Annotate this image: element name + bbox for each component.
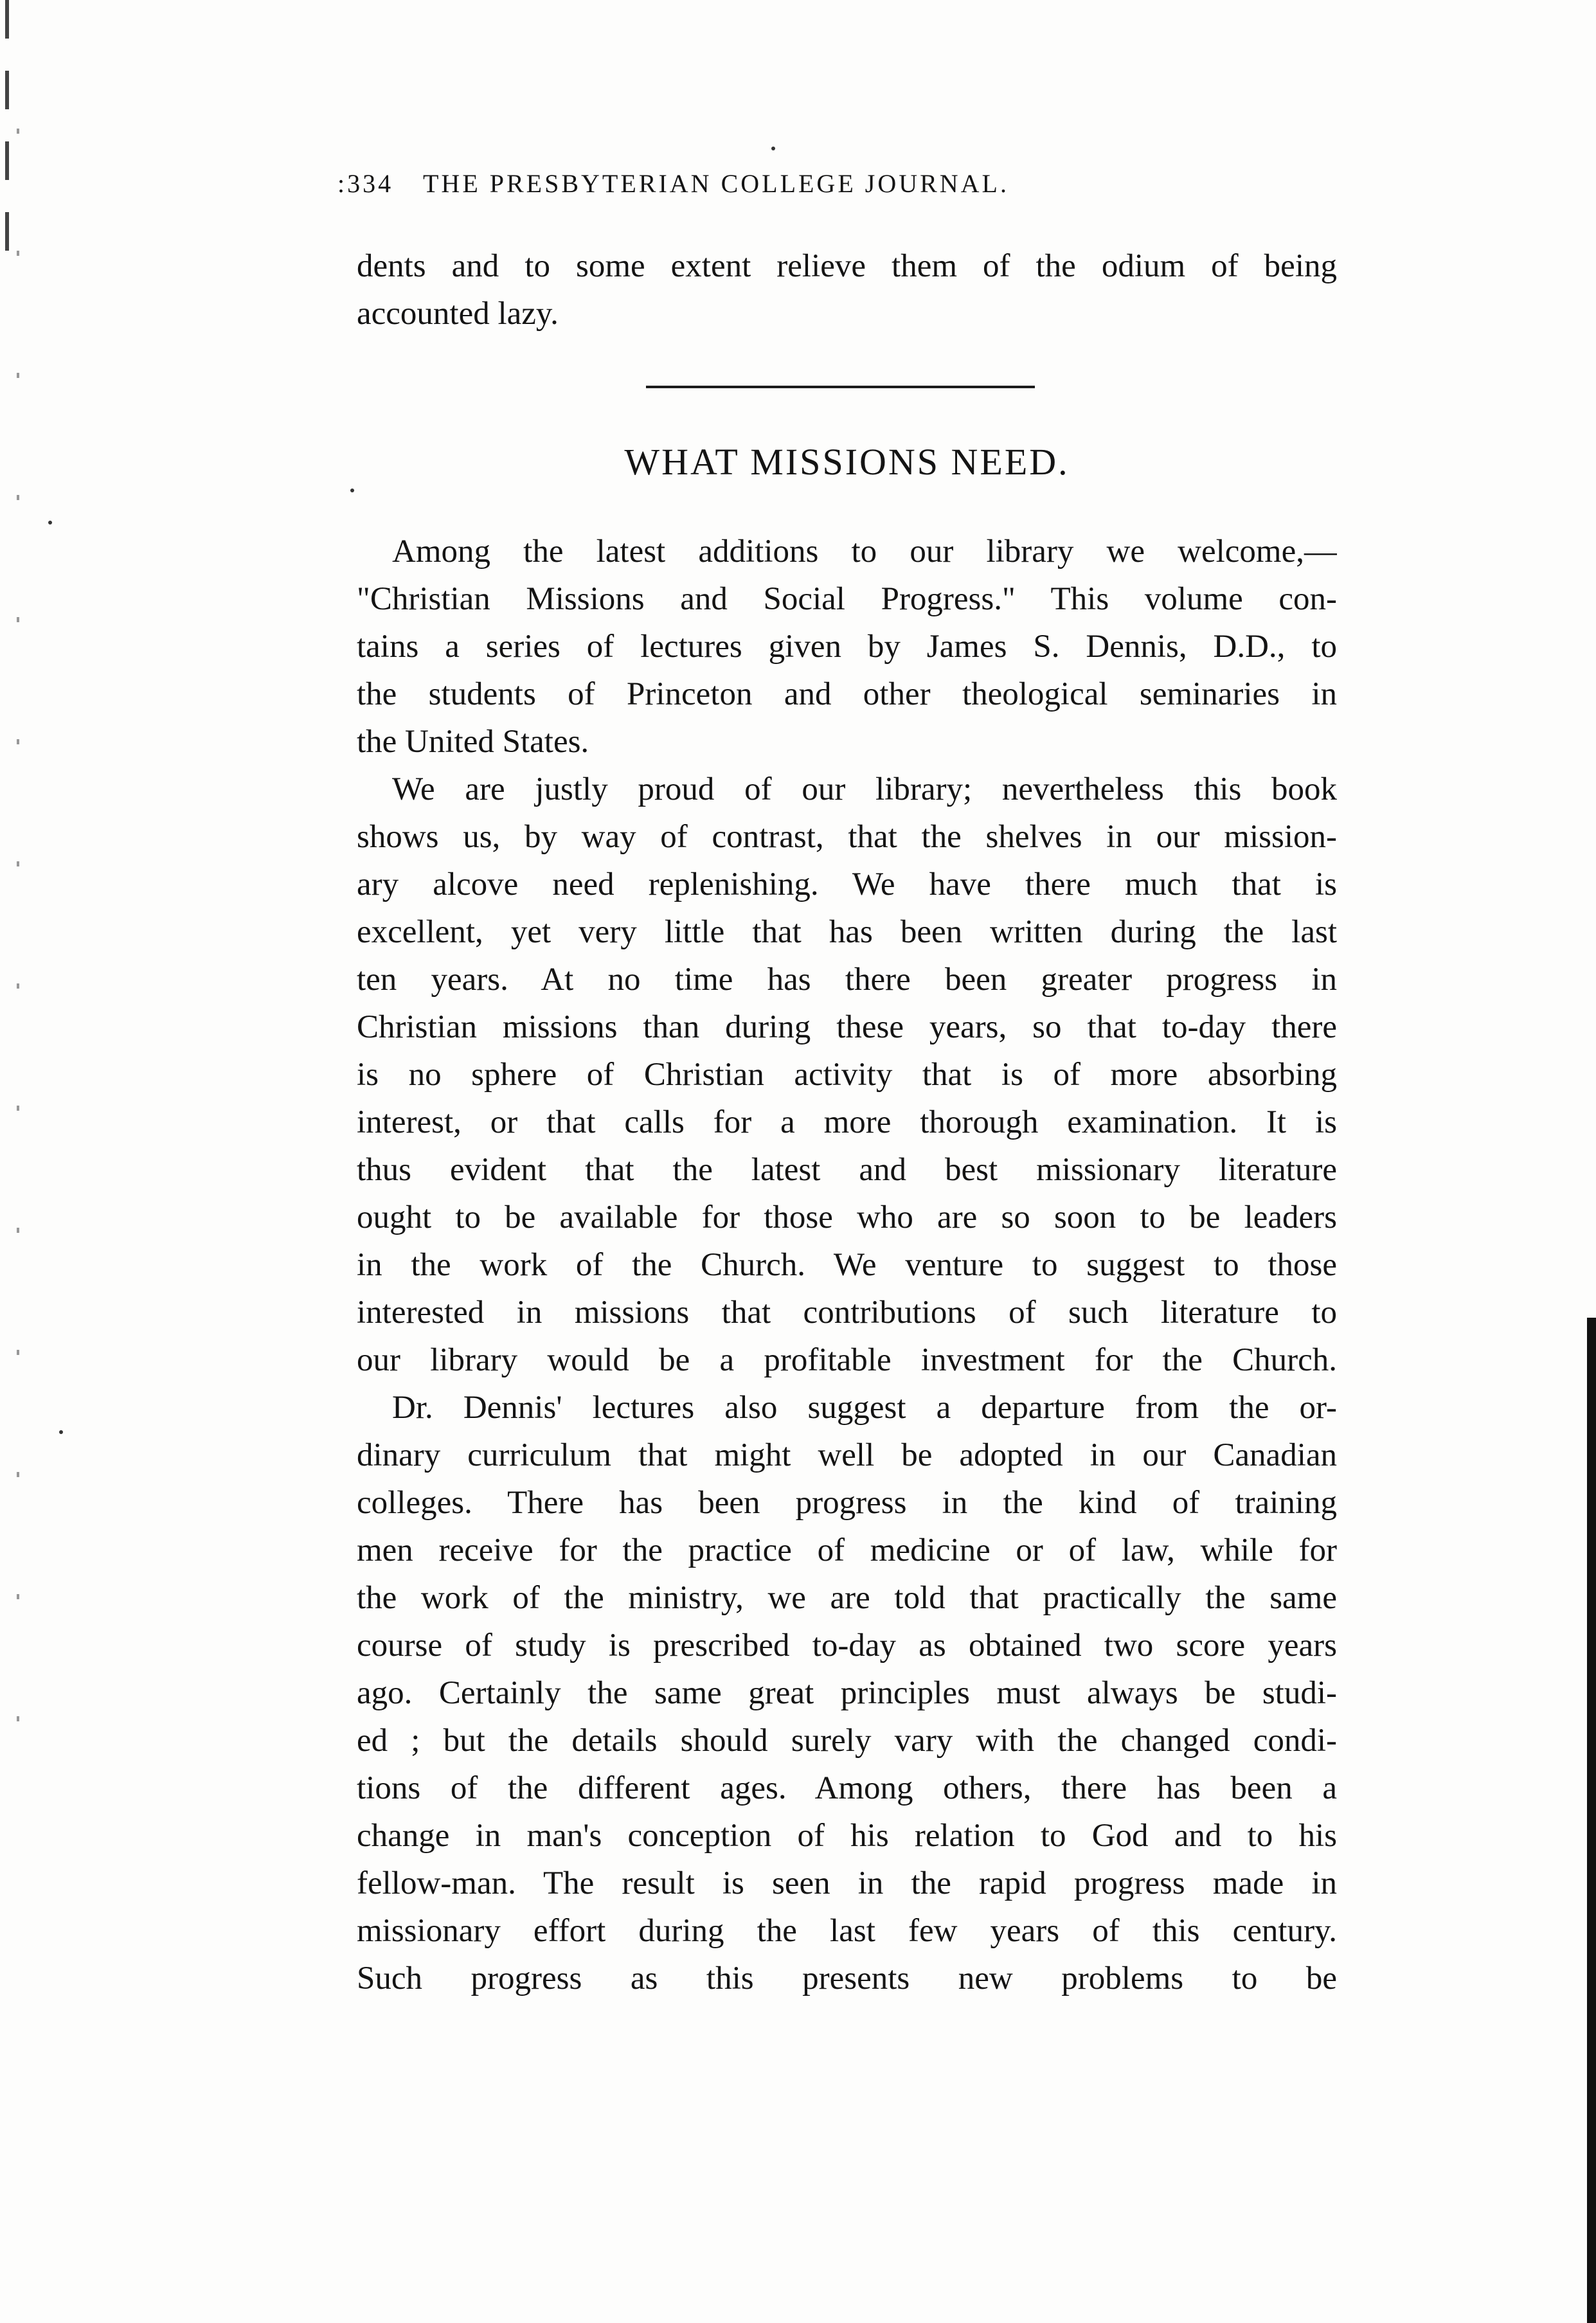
paragraph-line: our library would be a profitable investment for the Church.: [357, 1342, 1337, 1378]
running-head: [337, 168, 1263, 213]
paragraph-line: We are justly proud of our library; nevertheless this book: [392, 771, 1337, 807]
paragraph-line: "Christian Missions and Social Progress." This volume con-: [357, 581, 1337, 617]
scan-speck: [59, 1430, 63, 1434]
carryover-line: accounted lazy.: [357, 296, 559, 332]
journal-title: THE PRESBYTERIAN COLLEGE JOURNAL.: [423, 169, 1009, 198]
carryover-line: dents and to some extent relieve them of the odium of being: [357, 248, 1337, 284]
paragraph-line: men receive for the practice of medicine or of law, while for: [357, 1532, 1337, 1568]
paragraph-line: Christian missions than during these years, so that to-day there: [357, 1009, 1337, 1045]
scan-speck: [350, 489, 354, 492]
paragraph-line: colleges. There has been progress in the kind of training: [357, 1485, 1337, 1521]
paragraph-line: interested in missions that contributions of such literature to: [357, 1295, 1337, 1331]
paragraph-line: fellow-man. The result is seen in the rapid progress made in: [357, 1865, 1337, 1901]
scan-binding-edge-left: [5, 0, 9, 270]
paragraph-line: the United States.: [357, 724, 589, 760]
paragraph-line: Dr. Dennis' lectures also suggest a departure from the or-: [392, 1390, 1337, 1426]
paragraph-line: excellent, yet very little that has been written during the last: [357, 914, 1337, 950]
paragraph-line: ought to be available for those who are so soon to be leaders: [357, 1199, 1337, 1235]
paragraph-line: missionary effort during the last few years of this century.: [357, 1913, 1337, 1949]
paragraph-line: the students of Princeton and other theological seminaries in: [357, 676, 1337, 712]
paragraph-line: interest, or that calls for a more thorough examination. It is: [357, 1104, 1337, 1140]
scan-speck: [48, 521, 52, 525]
paragraph-line: tains a series of lectures given by James S. Dennis, D.D., to: [357, 629, 1337, 665]
paragraph-line: change in man's conception of his relation to God and to his: [357, 1818, 1337, 1854]
paragraph-line: shows us, by way of contrast, that the shelves in our mission-: [357, 819, 1337, 855]
paragraph-line: tions of the different ages. Among others, there has been a: [357, 1770, 1337, 1806]
paragraph-line: Such progress as this presents new problems to be: [357, 1960, 1337, 1996]
scan-margin-specks: [17, 129, 19, 1800]
paragraph-line: course of study is prescribed to-day as obtained two score years: [357, 1628, 1337, 1664]
paragraph-line: ed ; but the details should surely vary with the changed condi-: [357, 1723, 1337, 1759]
page-number: :334: [337, 169, 394, 198]
scan-binding-edge-right: [1587, 1318, 1596, 2323]
paragraph-line: Among the latest additions to our library we welcome,—: [392, 534, 1337, 570]
paragraph-line: in the work of the Church. We venture to suggest to those: [357, 1247, 1337, 1283]
paragraph-line: ago. Certainly the same great principles must always be studi-: [357, 1675, 1337, 1711]
scan-speck: [771, 147, 775, 150]
paragraph-line: thus evident that the latest and best missionary literature: [357, 1152, 1337, 1188]
paragraph-line: dinary curriculum that might well be adopted in our Canadian: [357, 1437, 1337, 1473]
paragraph-line: is no sphere of Christian activity that is of more absorbing: [357, 1057, 1337, 1093]
section-divider-rule: [646, 386, 1035, 388]
paragraph-line: ten years. At no time has there been greater progress in: [357, 962, 1337, 998]
paragraph-line: ary alcove need replenishing. We have there much that is: [357, 866, 1337, 902]
paragraph-line: the work of the ministry, we are told that practically the same: [357, 1580, 1337, 1616]
article-title: WHAT MISSIONS NEED.: [624, 441, 1070, 483]
